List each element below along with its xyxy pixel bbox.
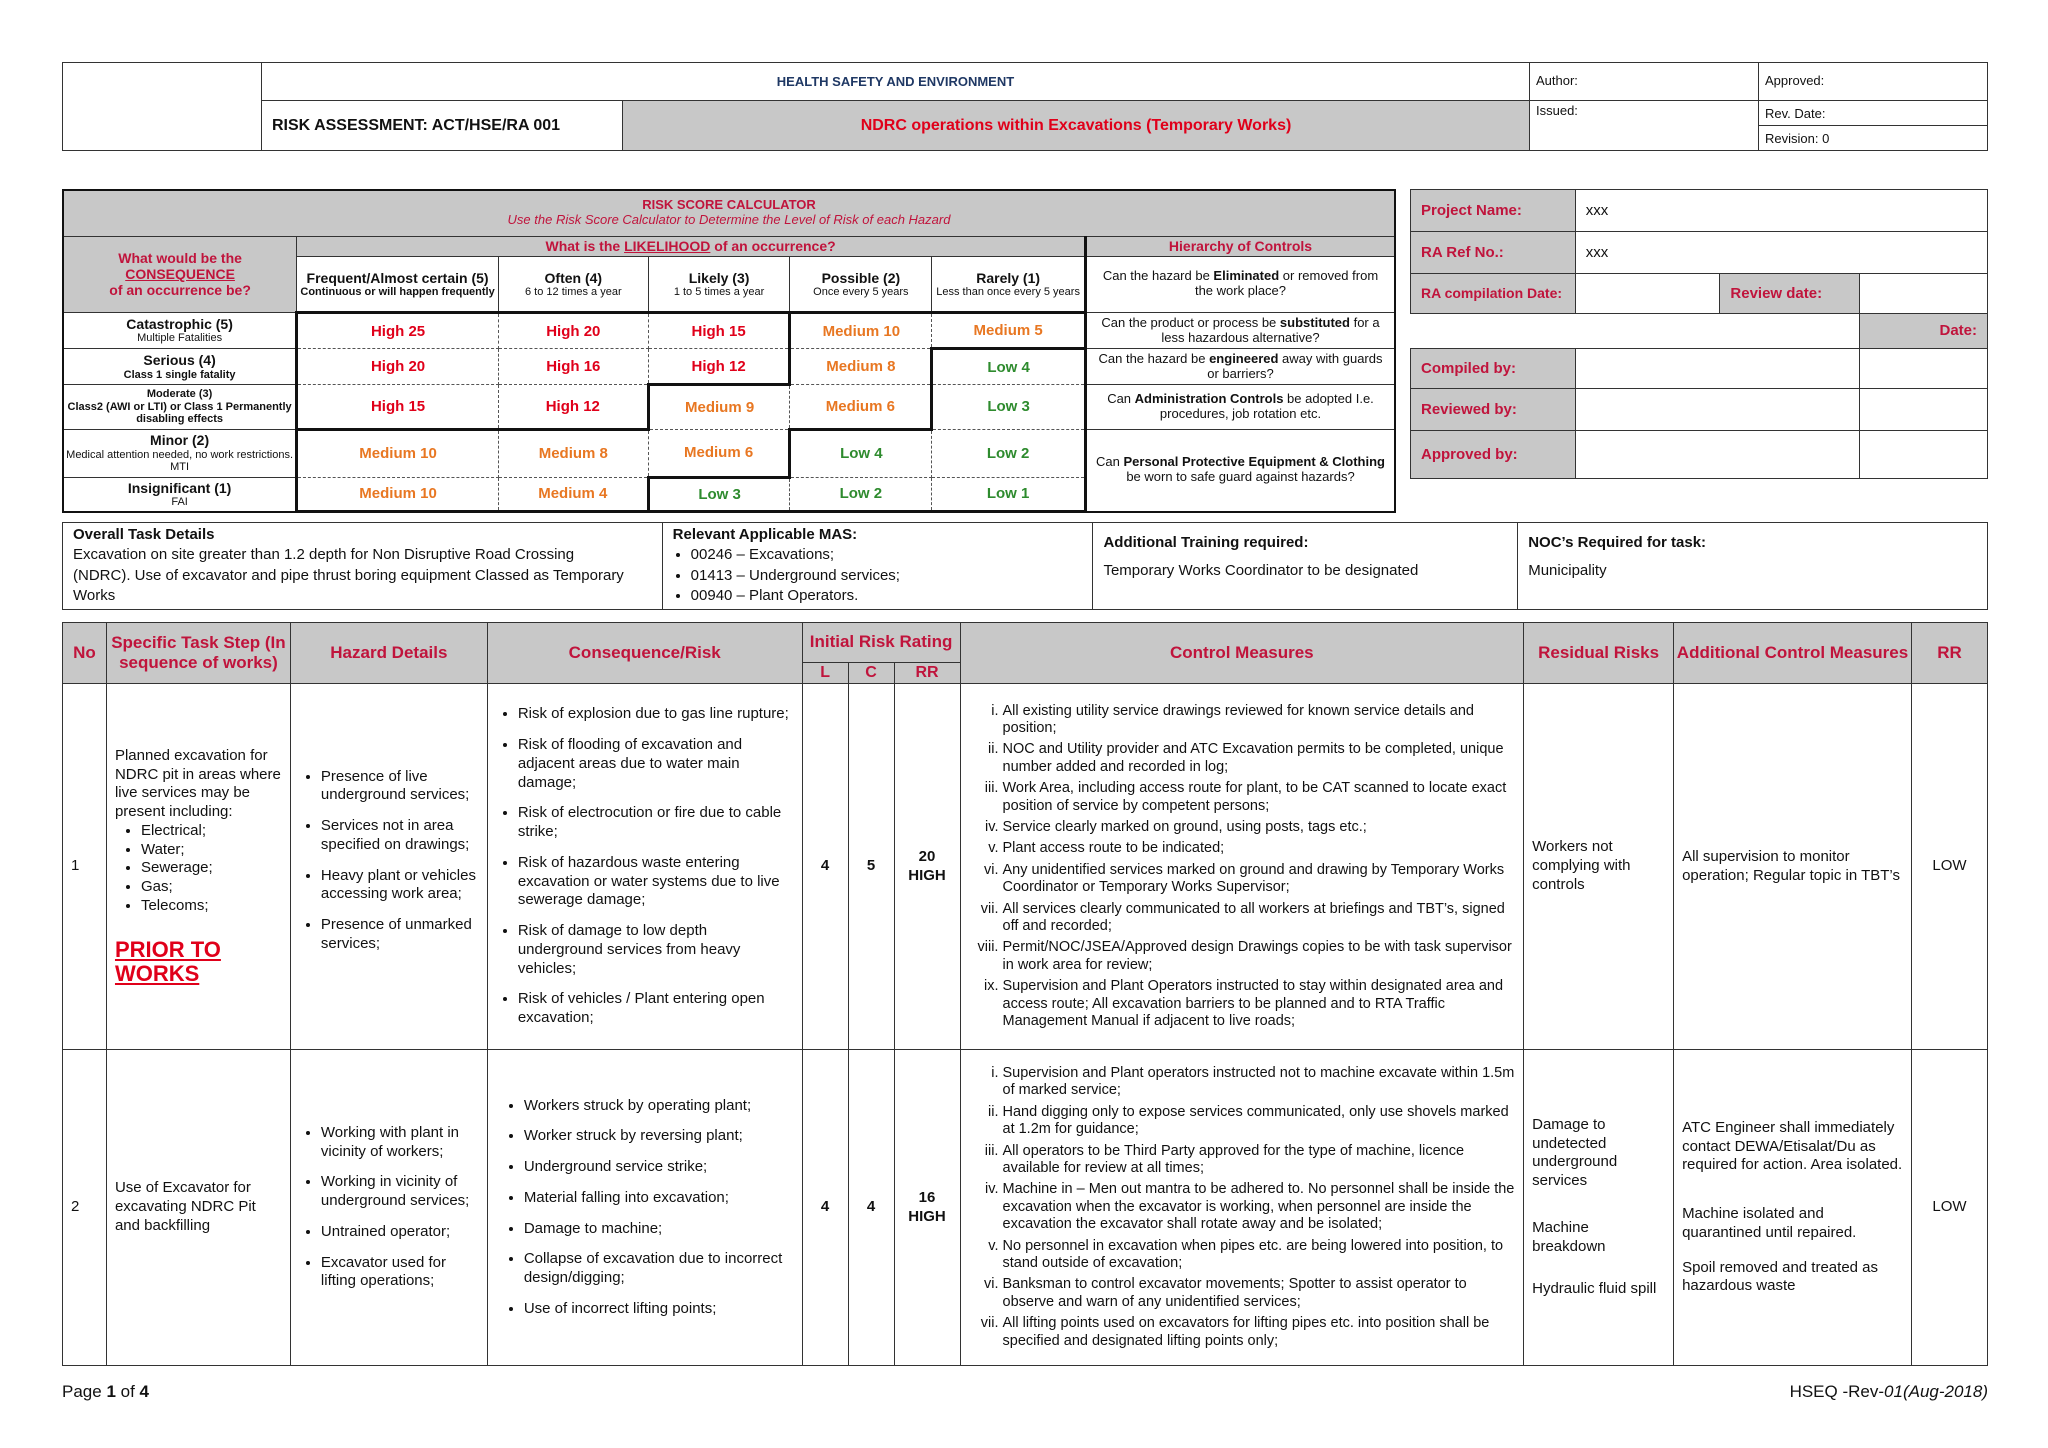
risk-rating <box>894 1050 960 1366</box>
doc-ref-date: 01(Aug-2018) <box>1884 1382 1988 1401</box>
consequence-item: • Damage to machine; <box>524 1220 794 1239</box>
matrix-cell: High 15 <box>297 385 499 429</box>
consequence-item: • Workers struck by operating plant; <box>524 1097 794 1116</box>
additional-training <box>1093 523 1518 610</box>
col-c: C <box>848 663 894 684</box>
matrix-cell: Low 4 <box>790 429 932 477</box>
col-consequence: Consequence/Risk <box>487 623 802 684</box>
matrix-cell: Low 1 <box>932 477 1086 511</box>
reviewed-by-value <box>1575 388 1859 430</box>
control-item: vi. Any unidentified services marked on ground and drawing by Temporary Works Coordinator or Temporary Works Supervisor; <box>1003 862 1516 897</box>
control-item: iii. Work Area, including access route for plant, to be CAT scanned to locate exact position of service by competent persons; <box>1003 780 1516 815</box>
revision-field: Revision: 0 <box>1759 126 1988 151</box>
page-number <box>62 1382 149 1402</box>
ra-ref-value: xxx <box>1575 232 1987 274</box>
consequence-item: • Risk of flooding of excavation and adjacent areas due to water main damage; <box>518 736 794 792</box>
consequence-3-desc: Class2 (AWI or LTI) or Class 1 Permanently disabling effects <box>67 400 292 426</box>
likelihood-4-name: Often (4) <box>544 269 603 286</box>
likelihood-3 <box>648 256 790 312</box>
likelihood-question-c: of an occurrence? <box>710 238 836 255</box>
likelihood-2-name: Possible (2) <box>821 269 901 286</box>
consequence-5 <box>63 313 297 349</box>
doc-ref-prefix: HSEQ -Rev- <box>1789 1382 1885 1401</box>
hazard-details <box>290 1050 487 1366</box>
consequence-1-desc: FAI <box>171 495 188 508</box>
risk-rating-number: 20 <box>918 847 936 865</box>
hierarchy-title: Hierarchy of Controls <box>1086 236 1396 256</box>
residual-risks <box>1524 1050 1674 1366</box>
control-item: iv. Machine in – Men out mantra to be adhered to. No personnel shall be inside the excavation when the excavator is working, when personnel are inside the excavation the excavator shall rotate away and be isolated; <box>1003 1181 1516 1233</box>
additional-item: ATC Engineer shall immediately contact DEWA/Etisalat/Du as required for action. Area isolated. <box>1682 1118 1903 1174</box>
residual-risks <box>1524 684 1674 1050</box>
col-rr: RR <box>894 663 960 684</box>
reviewed-date-value <box>1860 388 1988 430</box>
hazard-item: • Presence of unmarked services; <box>321 916 479 954</box>
step-item: • Electrical; <box>141 822 282 841</box>
mas-item: • 00940 – Plant Operators. <box>691 586 1083 606</box>
step-item: • Gas; <box>141 878 282 897</box>
likelihood-question-a: What is the <box>545 238 625 255</box>
review-date-value <box>1860 274 1988 314</box>
relevant-mas <box>662 523 1093 610</box>
hse-title: HEALTH SAFETY AND ENVIRONMENT <box>262 63 1530 101</box>
hoc-substitute-c: for a less hazardous alternative? <box>1161 314 1380 345</box>
project-info <box>1410 189 1988 479</box>
consequence-1 <box>63 477 297 511</box>
matrix-cell: Medium 9 <box>648 385 790 429</box>
matrix-cell: Low 3 <box>648 477 790 511</box>
control-item: ii. Hand digging only to expose services communicated, only use shovels marked at 1.2m for guidance; <box>1003 1104 1516 1139</box>
hoc-substitute-b: substituted <box>1279 314 1350 330</box>
calculator-subtitle: Use the Risk Score Calculator to Determine the Level of Risk of each Hazard <box>507 212 951 228</box>
col-l: L <box>802 663 848 684</box>
hoc-eliminate-c: or removed from the work place? <box>1194 268 1379 299</box>
hazard-item: • Heavy plant or vehicles accessing work area; <box>321 867 479 905</box>
consequence-question <box>63 236 297 312</box>
training-text: Temporary Works Coordinator to be designated <box>1103 562 1419 580</box>
likelihood-2 <box>790 256 932 312</box>
control-item: v. Plant access route to be indicated; <box>1003 840 1516 857</box>
step-item: • Water; <box>141 841 282 860</box>
control-item: iii. All operators to be Third Party approved for the type of machine, licence available for review at all times; <box>1003 1143 1516 1178</box>
col-no: No <box>63 623 107 684</box>
control-item: i. All existing utility service drawings reviewed for known service details and position; <box>1003 703 1516 738</box>
mas-item: • 01413 – Underground services; <box>691 566 1083 586</box>
likelihood-value: 4 <box>802 1050 848 1366</box>
document-header <box>62 62 1988 151</box>
ra-ref-label: RA Ref No.: <box>1411 232 1576 274</box>
likelihood-1-name: Rarely (1) <box>976 269 1041 286</box>
risk-table <box>62 622 1988 1366</box>
likelihood-3-desc: 1 to 5 times a year <box>673 285 765 298</box>
approved-date-value <box>1860 430 1988 478</box>
matrix-cell: Medium 5 <box>932 313 1086 349</box>
matrix-cell: Medium 10 <box>297 429 499 477</box>
prior-to-works-note: PRIOR TO WORKS <box>114 936 221 986</box>
hazard-item: • Services not in area specified on drawings; <box>321 817 479 855</box>
likelihood-4-desc: 6 to 12 times a year <box>525 285 622 298</box>
matrix-cell: Medium 6 <box>790 385 932 429</box>
consequence-value: 4 <box>848 1050 894 1366</box>
consequence-item: • Use of incorrect lifting points; <box>524 1300 794 1319</box>
row-number: 2 <box>63 1050 107 1366</box>
likelihood-1 <box>932 256 1086 312</box>
likelihood-question-b: LIKELIHOOD <box>624 238 711 255</box>
likelihood-5-name: Frequent/Almost certain (5) <box>306 269 489 286</box>
residual-rating: LOW <box>1911 684 1987 1050</box>
consequence-2-desc: Medical attention needed, no work restrictions. MTI <box>66 448 293 474</box>
task-step <box>106 1050 290 1366</box>
approved-by-value <box>1575 430 1859 478</box>
consequence-1-name: Insignificant (1) <box>127 479 232 496</box>
compiled-by-label: Compiled by: <box>1411 348 1576 388</box>
col-rr2: RR <box>1911 623 1987 684</box>
matrix-cell: Low 2 <box>790 477 932 511</box>
author-field: Author: <box>1530 63 1759 101</box>
consequence-item: • Risk of electrocution or fire due to cable strike; <box>518 804 794 842</box>
matrix-cell: Medium 10 <box>790 313 932 349</box>
likelihood-value: 4 <box>802 684 848 1050</box>
additional-item: Machine isolated and quarantined until repaired. <box>1682 1205 1857 1241</box>
matrix-cell: High 20 <box>297 349 499 385</box>
additional-controls <box>1674 684 1912 1050</box>
hoc-ppe-a: Can <box>1096 454 1124 470</box>
page-number-prefix: Page <box>62 1382 107 1401</box>
task-step-text: Use of Excavator for excavating NDRC Pit and backfilling <box>114 1179 256 1234</box>
noc-required <box>1518 523 1988 610</box>
step-item: • Telecoms; <box>141 897 282 916</box>
matrix-cell: Medium 8 <box>790 349 932 385</box>
residual-item: Workers not complying with controls <box>1532 838 1631 893</box>
col-hazard: Hazard Details <box>290 623 487 684</box>
hoc-substitute-a: Can the product or process be <box>1101 314 1280 330</box>
page-current: 1 <box>106 1382 116 1401</box>
consequence-item: • Underground service strike; <box>524 1158 794 1177</box>
hoc-ppe-c: be worn to safe guard against hazards? <box>1126 469 1355 485</box>
control-item: ii. NOC and Utility provider and ATC Excavation permits to be completed, unique number added and recorded in log; <box>1003 741 1516 776</box>
col-step: Specific Task Step (In sequence of works) <box>106 623 290 684</box>
hazard-item: • Working in vicinity of underground services; <box>321 1173 479 1211</box>
hoc-eliminate <box>1086 256 1396 312</box>
consequence-4 <box>63 349 297 385</box>
risk-rating-text: HIGH <box>908 1207 946 1225</box>
col-residual: Residual Risks <box>1524 623 1674 684</box>
document-revision <box>1790 1382 1988 1402</box>
likelihood-question <box>297 236 1086 256</box>
likelihood-2-desc: Once every 5 years <box>813 285 909 298</box>
control-measures <box>960 1050 1524 1366</box>
matrix-cell: Low 2 <box>932 429 1086 477</box>
control-item: vi. Banksman to control excavator movements; Spotter to assist operator to observe and warn of any unidentified services; <box>1003 1276 1516 1311</box>
hoc-admin-a: Can <box>1107 391 1135 407</box>
consequence-5-name: Catastrophic (5) <box>126 316 233 333</box>
date-spacer <box>1411 314 1860 348</box>
logo-area <box>63 63 262 151</box>
likelihood-3-name: Likely (3) <box>688 269 750 286</box>
consequence-item: • Risk of damage to low depth underground services from heavy vehicles; <box>518 922 794 978</box>
task-step <box>106 684 290 1050</box>
residual-item: Machine breakdown <box>1532 1218 1606 1255</box>
calculator-title: RISK SCORE CALCULATOR <box>642 197 816 213</box>
additional-controls <box>1674 1050 1912 1366</box>
hazard-details <box>290 684 487 1050</box>
overall-task <box>63 523 663 610</box>
step-item: • Sewerage; <box>141 859 282 878</box>
matrix-cell: Medium 10 <box>297 477 499 511</box>
page-total: 4 <box>139 1382 149 1401</box>
hoc-engineer-c: away with guards or barriers? <box>1207 350 1383 381</box>
overall-task-title: Overall Task Details <box>73 526 215 543</box>
row-number: 1 <box>63 684 107 1050</box>
hazard-item: • Excavator used for lifting operations; <box>321 1254 479 1292</box>
matrix-cell: Low 3 <box>932 385 1086 429</box>
consequence-4-desc: Class 1 single fatality <box>123 368 236 381</box>
ra-compilation-date-value <box>1575 274 1720 314</box>
consequence-question-c: of an occurrence be? <box>109 282 251 299</box>
table-row <box>63 1050 1988 1366</box>
consequence-value: 5 <box>848 684 894 1050</box>
consequence-2-name: Minor (2) <box>150 432 210 449</box>
mas-title: Relevant Applicable MAS: <box>672 526 858 543</box>
hazard-item: • Presence of live underground services; <box>321 768 479 806</box>
project-name-value: xxx <box>1575 190 1987 232</box>
issued-field: Issued: <box>1530 101 1759 151</box>
additional-item: Spoil removed and treated as hazardous waste <box>1682 1258 1879 1295</box>
overall-task-text: Excavation on site greater than 1.2 depth for Non Disruptive Road Crossing (NDRC). Use of excavator and pipe thrust boring equipment Classed as Temporary Works <box>73 546 624 604</box>
consequence-question-b: CONSEQUENCE <box>125 266 235 283</box>
col-control: Control Measures <box>960 623 1524 684</box>
date-label: Date: <box>1860 314 1988 348</box>
noc-text: Municipality <box>1528 562 1607 580</box>
hoc-admin-b: Administration Controls <box>1134 391 1284 407</box>
control-item: ix. Supervision and Plant Operators instructed to stay within designated area and access route; All excavation barriers to be planned and to RTA Traffic Management Manual if adjacent to live roads; <box>1003 978 1516 1030</box>
task-details <box>62 522 1988 610</box>
matrix-cell: High 12 <box>498 385 648 429</box>
control-item: i. Supervision and Plant operators instructed not to machine excavate within 1.5m of marked service; <box>1003 1065 1516 1100</box>
hoc-engineer-a: Can the hazard be <box>1098 350 1210 366</box>
consequence-item: • Worker struck by reversing plant; <box>524 1127 794 1146</box>
consequence-3 <box>63 385 297 429</box>
consequence-item: • Risk of hazardous waste entering excavation or water systems due to live sewerage damage; <box>518 854 794 910</box>
project-name-label: Project Name: <box>1411 190 1576 232</box>
control-measures <box>960 684 1524 1050</box>
matrix-cell: High 12 <box>648 349 790 385</box>
approved-field: Approved: <box>1759 63 1988 101</box>
matrix-cell: High 25 <box>297 313 499 349</box>
hazard-item: • Untrained operator; <box>321 1223 479 1242</box>
approved-by-label: Approved by: <box>1411 430 1576 478</box>
risk-rating-text: HIGH <box>908 866 946 884</box>
matrix-cell: High 16 <box>498 349 648 385</box>
compiled-by-value <box>1575 348 1859 388</box>
consequence-question-a: What would be the <box>118 250 242 267</box>
col-additional: Additional Control Measures <box>1674 623 1912 684</box>
hoc-eliminate-b: Eliminated <box>1213 268 1280 284</box>
ra-number: RISK ASSESSMENT: ACT/HSE/RA 001 <box>262 101 623 151</box>
consequence-item: • Collapse of excavation due to incorrect design/digging; <box>524 1250 794 1288</box>
hoc-substitute <box>1086 313 1396 349</box>
likelihood-1-desc: Less than once every 5 years <box>936 285 1080 298</box>
matrix-cell: Medium 6 <box>648 429 790 477</box>
matrix-cell: High 20 <box>498 313 648 349</box>
likelihood-5 <box>297 256 499 312</box>
consequence-risk <box>487 1050 802 1366</box>
hoc-engineer-b: engineered <box>1209 350 1279 366</box>
control-item: v. No personnel in excavation when pipes etc. are being lowered into position, to stand outside of excavation; <box>1003 1238 1516 1273</box>
hoc-ppe <box>1086 429 1396 511</box>
matrix-cell: Low 4 <box>932 349 1086 385</box>
rev-date-field: Rev. Date: <box>1759 101 1988 126</box>
review-date-label: Review date: <box>1720 274 1860 314</box>
hoc-ppe-b: Personal Protective Equipment & Clothing <box>1123 454 1385 470</box>
compiled-date-value <box>1860 348 1988 388</box>
residual-item: Hydraulic fluid spill <box>1532 1280 1657 1298</box>
calculator-title-bar <box>63 190 1395 236</box>
reviewed-by-label: Reviewed by: <box>1411 388 1576 430</box>
control-item: viii. Permit/NOC/JSEA/Approved design Drawings copies to be with task supervisor in work area for review; <box>1003 939 1516 974</box>
training-title: Additional Training required: <box>1103 534 1309 551</box>
control-item: vii. All services clearly communicated to all workers at briefings and TBT’s, signed off and recorded; <box>1003 901 1516 936</box>
consequence-item: • Material falling into excavation; <box>524 1189 794 1208</box>
risk-rating-number: 16 <box>918 1188 936 1206</box>
consequence-item: • Risk of explosion due to gas line rupture; <box>518 705 794 724</box>
task-step-text: Planned excavation for NDRC pit in areas where live services may be present including: <box>114 746 281 821</box>
matrix-cell: Medium 8 <box>498 429 648 477</box>
mas-item: • 00246 – Excavations; <box>691 545 1083 565</box>
residual-rating: LOW <box>1911 1050 1987 1366</box>
control-item: vii. All lifting points used on excavators for lifting pipes etc. into position shall be specified and designated lifting points only; <box>1003 1315 1516 1350</box>
residual-item: Damage to undetected underground services <box>1532 1115 1618 1190</box>
matrix-cell: Medium 4 <box>498 477 648 511</box>
consequence-item: • Risk of vehicles / Plant entering open excavation; <box>518 990 794 1028</box>
risk-score-calculator <box>62 189 1396 513</box>
additional-item: All supervision to monitor operation; Regular topic in TBT’s <box>1682 847 1900 884</box>
noc-title: NOC’s Required for task: <box>1528 534 1707 551</box>
hoc-admin-c: be adopted I.e. procedures, job rotation etc. <box>1159 391 1374 421</box>
control-item: iv. Service clearly marked on ground, using posts, tags etc.; <box>1003 819 1516 836</box>
hazard-item: • Working with plant in vicinity of workers; <box>321 1124 479 1162</box>
page-of: of <box>115 1382 140 1401</box>
consequence-risk <box>487 684 802 1050</box>
ra-title: NDRC operations within Excavations (Temporary Works) <box>623 101 1530 151</box>
table-row <box>63 684 1988 1050</box>
consequence-3-name: Moderate (3) <box>146 388 213 400</box>
risk-rating <box>894 684 960 1050</box>
matrix-cell: High 15 <box>648 313 790 349</box>
likelihood-5-desc: Continuous or will happen frequently <box>300 285 495 298</box>
likelihood-4 <box>498 256 648 312</box>
hoc-engineer <box>1086 349 1396 385</box>
consequence-5-desc: Multiple Fatalities <box>137 332 223 345</box>
hoc-admin <box>1086 385 1396 429</box>
hoc-eliminate-a: Can the hazard be <box>1102 268 1214 284</box>
col-initial-risk: Initial Risk Rating <box>802 623 960 663</box>
ra-compilation-date-label: RA compilation Date: <box>1411 274 1576 314</box>
consequence-2 <box>63 429 297 477</box>
consequence-4-name: Serious (4) <box>143 352 216 369</box>
